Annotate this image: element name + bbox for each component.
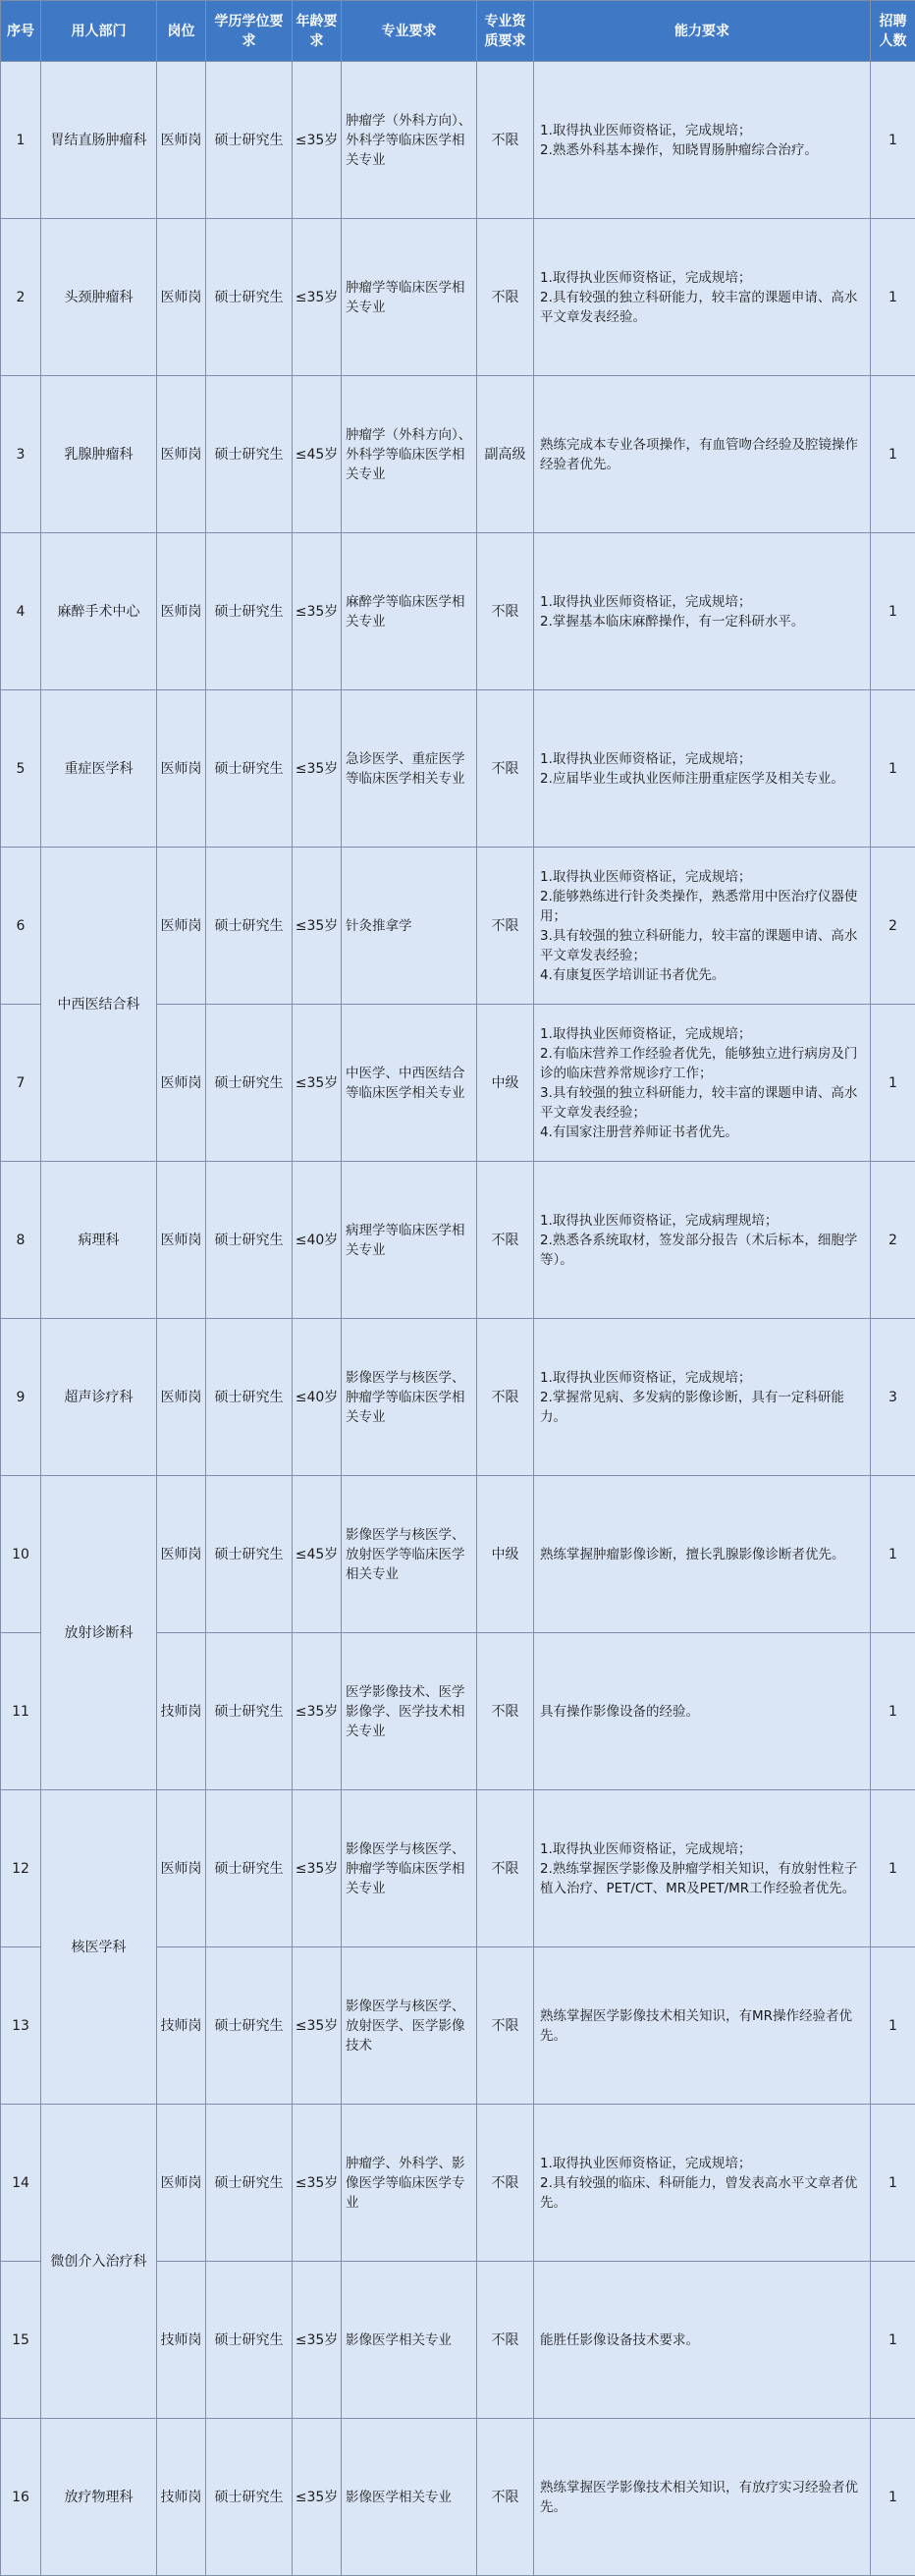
row-edu: 硕士研究生 — [206, 848, 293, 1005]
row-ability — [534, 1005, 871, 1162]
row-post: 医师岗 — [157, 1790, 206, 1947]
row-dept: 放射诊断科 — [41, 1476, 157, 1790]
row-count: 1 — [871, 2262, 915, 2419]
row-dept: 核医学科 — [41, 1790, 157, 2105]
ability-line: 2.掌握常见病、多发病的影像诊断，具有一定科研能力。 — [540, 1388, 864, 1427]
row-major: 中医学、中西医结合等临床医学相关专业 — [342, 1005, 477, 1162]
row-no: 1 — [1, 62, 41, 219]
row-major: 影像医学与核医学、肿瘤学等临床医学相关专业 — [342, 1790, 477, 1947]
row-ability — [534, 848, 871, 1005]
row-age: ≤35岁 — [293, 2262, 342, 2419]
row-ability — [534, 1476, 871, 1633]
table-row — [1, 219, 915, 376]
row-no: 3 — [1, 376, 41, 533]
ability-line: 2.具有较强的独立科研能力，较丰富的课题申请、高水平文章发表经验。 — [540, 288, 864, 327]
row-no: 12 — [1, 1790, 41, 1947]
row-title: 不限 — [477, 690, 534, 848]
row-age: ≤35岁 — [293, 2105, 342, 2262]
row-title: 不限 — [477, 2419, 534, 2576]
row-age: ≤40岁 — [293, 1319, 342, 1476]
row-no: 2 — [1, 219, 41, 376]
row-title: 不限 — [477, 1319, 534, 1476]
table-row — [1, 690, 915, 848]
row-title: 不限 — [477, 848, 534, 1005]
row-edu: 硕士研究生 — [206, 1790, 293, 1947]
row-age: ≤35岁 — [293, 1790, 342, 1947]
header-edu: 学历学位要求 — [206, 1, 293, 62]
row-ability — [534, 1947, 871, 2105]
row-age: ≤35岁 — [293, 219, 342, 376]
row-no: 5 — [1, 690, 41, 848]
row-major: 肿瘤学、外科学、影像医学等临床医学专业 — [342, 2105, 477, 2262]
row-major: 影像医学与核医学、放射医学等临床医学相关专业 — [342, 1476, 477, 1633]
ability-line: 1.取得执业医师资格证，完成规培； — [540, 1368, 864, 1388]
ability-line: 1.取得执业医师资格证，完成规培； — [540, 867, 864, 887]
table-row — [1, 1162, 915, 1319]
row-post: 技师岗 — [157, 1947, 206, 2105]
row-dept: 麻醉手术中心 — [41, 533, 157, 690]
ability-line: 1.取得执业医师资格证，完成规培； — [540, 268, 864, 288]
ability-line: 1.取得执业医师资格证，完成规培； — [540, 1024, 864, 1044]
row-count: 1 — [871, 219, 915, 376]
row-edu: 硕士研究生 — [206, 2262, 293, 2419]
row-major: 影像医学与核医学、肿瘤学等临床医学相关专业 — [342, 1319, 477, 1476]
row-ability — [534, 1162, 871, 1319]
row-no: 15 — [1, 2262, 41, 2419]
row-title: 中级 — [477, 1476, 534, 1633]
row-edu: 硕士研究生 — [206, 1005, 293, 1162]
row-ability — [534, 1633, 871, 1790]
row-title: 中级 — [477, 1005, 534, 1162]
row-edu: 硕士研究生 — [206, 376, 293, 533]
table-row — [1, 2105, 915, 2262]
row-post: 医师岗 — [157, 1162, 206, 1319]
row-edu: 硕士研究生 — [206, 1633, 293, 1790]
header-age: 年龄要求 — [293, 1, 342, 62]
ability-line: 2.能够熟练进行针灸类操作，熟悉常用中医治疗仪器使用； — [540, 887, 864, 926]
row-dept: 放疗物理科 — [41, 2419, 157, 2576]
header-row — [1, 1, 915, 62]
row-edu: 硕士研究生 — [206, 219, 293, 376]
ability-line: 具有操作影像设备的经验。 — [540, 1702, 864, 1722]
ability-line: 1.取得执业医师资格证，完成规培； — [540, 1839, 864, 1859]
row-count: 1 — [871, 1005, 915, 1162]
ability-line: 2.熟悉各系统取材，签发部分报告（术后标本，细胞学等）。 — [540, 1231, 864, 1270]
row-age: ≤35岁 — [293, 1005, 342, 1162]
row-ability — [534, 2262, 871, 2419]
table-row — [1, 1790, 915, 1947]
row-count: 1 — [871, 1947, 915, 2105]
row-post: 医师岗 — [157, 219, 206, 376]
row-major: 病理学等临床医学相关专业 — [342, 1162, 477, 1319]
header-title: 专业资质要求 — [477, 1, 534, 62]
row-title: 副高级 — [477, 376, 534, 533]
row-no: 13 — [1, 1947, 41, 2105]
row-age: ≤35岁 — [293, 1947, 342, 2105]
ability-line: 4.有康复医学培训证书者优先。 — [540, 965, 864, 985]
ability-line: 2.应届毕业生或执业医师注册重症医学及相关专业。 — [540, 769, 864, 789]
ability-line: 2.熟练掌握医学影像及肿瘤学相关知识，有放射性粒子植入治疗、PET/CT、MR及PET/MR工作经验者优先。 — [540, 1859, 864, 1898]
row-ability — [534, 1790, 871, 1947]
row-age: ≤35岁 — [293, 533, 342, 690]
header-count: 招聘人数 — [871, 1, 915, 62]
row-age: ≤35岁 — [293, 1633, 342, 1790]
row-no: 14 — [1, 2105, 41, 2262]
row-count: 1 — [871, 2419, 915, 2576]
ability-line: 1.取得执业医师资格证，完成规培； — [540, 2154, 864, 2173]
row-count: 1 — [871, 62, 915, 219]
row-age: ≤35岁 — [293, 690, 342, 848]
table-row — [1, 376, 915, 533]
row-major: 影像医学相关专业 — [342, 2419, 477, 2576]
row-count: 1 — [871, 1790, 915, 1947]
row-major: 麻醉学等临床医学相关专业 — [342, 533, 477, 690]
row-major: 影像医学与核医学、放射医学、医学影像技术 — [342, 1947, 477, 2105]
table-body — [1, 62, 915, 2576]
row-post: 医师岗 — [157, 2105, 206, 2262]
table-row — [1, 1319, 915, 1476]
row-title: 不限 — [477, 1790, 534, 1947]
row-no: 4 — [1, 533, 41, 690]
table-row — [1, 62, 915, 219]
row-count: 1 — [871, 533, 915, 690]
row-title: 不限 — [477, 1633, 534, 1790]
row-post: 医师岗 — [157, 62, 206, 219]
row-no: 9 — [1, 1319, 41, 1476]
row-no: 11 — [1, 1633, 41, 1790]
row-post: 医师岗 — [157, 376, 206, 533]
row-ability — [534, 2419, 871, 2576]
row-edu: 硕士研究生 — [206, 1162, 293, 1319]
row-edu: 硕士研究生 — [206, 2419, 293, 2576]
ability-line: 3.具有较强的独立科研能力，较丰富的课题申请、高水平文章发表经验； — [540, 1083, 864, 1123]
row-ability — [534, 2105, 871, 2262]
row-title: 不限 — [477, 219, 534, 376]
row-title: 不限 — [477, 2105, 534, 2262]
row-title: 不限 — [477, 2262, 534, 2419]
row-ability — [534, 690, 871, 848]
row-no: 10 — [1, 1476, 41, 1633]
row-post: 技师岗 — [157, 2419, 206, 2576]
row-post: 医师岗 — [157, 690, 206, 848]
table-row — [1, 1476, 915, 1633]
ability-line: 1.取得执业医师资格证，完成规培； — [540, 749, 864, 769]
row-ability — [534, 62, 871, 219]
ability-line: 熟练掌握肿瘤影像诊断，擅长乳腺影像诊断者优先。 — [540, 1545, 864, 1564]
row-no: 8 — [1, 1162, 41, 1319]
header-post: 岗位 — [157, 1, 206, 62]
row-no: 7 — [1, 1005, 41, 1162]
row-title: 不限 — [477, 533, 534, 690]
row-count: 2 — [871, 848, 915, 1005]
row-title: 不限 — [477, 62, 534, 219]
ability-line: 2.具有较强的临床、科研能力，曾发表高水平文章者优先。 — [540, 2173, 864, 2213]
row-post: 医师岗 — [157, 1476, 206, 1633]
row-edu: 硕士研究生 — [206, 533, 293, 690]
row-no: 16 — [1, 2419, 41, 2576]
row-ability — [534, 219, 871, 376]
row-age: ≤40岁 — [293, 1162, 342, 1319]
ability-line: 熟练完成本专业各项操作，有血管吻合经验及腔镜操作经验者优先。 — [540, 435, 864, 474]
row-count: 1 — [871, 2105, 915, 2262]
ability-line: 1.取得执业医师资格证，完成病理规培； — [540, 1211, 864, 1231]
row-edu: 硕士研究生 — [206, 62, 293, 219]
row-dept: 中西医结合科 — [41, 848, 157, 1162]
row-edu: 硕士研究生 — [206, 1476, 293, 1633]
row-no: 6 — [1, 848, 41, 1005]
row-major: 医学影像技术、医学影像学、医学技术相关专业 — [342, 1633, 477, 1790]
table-row — [1, 533, 915, 690]
table-row — [1, 2419, 915, 2576]
row-count: 3 — [871, 1319, 915, 1476]
header-dept: 用人部门 — [41, 1, 157, 62]
row-post: 技师岗 — [157, 2262, 206, 2419]
row-count: 1 — [871, 1476, 915, 1633]
row-major: 针灸推拿学 — [342, 848, 477, 1005]
table-row — [1, 848, 915, 1005]
ability-line: 1.取得执业医师资格证，完成规培； — [540, 592, 864, 612]
row-dept: 超声诊疗科 — [41, 1319, 157, 1476]
row-major: 影像医学相关专业 — [342, 2262, 477, 2419]
header-ability: 能力要求 — [534, 1, 871, 62]
ability-line: 熟练掌握医学影像技术相关知识，有MR操作经验者优先。 — [540, 2006, 864, 2046]
row-major: 肿瘤学等临床医学相关专业 — [342, 219, 477, 376]
ability-line: 能胜任影像设备技术要求。 — [540, 2330, 864, 2350]
row-ability — [534, 533, 871, 690]
ability-line: 2.掌握基本临床麻醉操作，有一定科研水平。 — [540, 612, 864, 631]
ability-line: 熟练掌握医学影像技术相关知识，有放疗实习经验者优先。 — [540, 2478, 864, 2517]
row-post: 医师岗 — [157, 848, 206, 1005]
row-edu: 硕士研究生 — [206, 1947, 293, 2105]
row-dept: 重症医学科 — [41, 690, 157, 848]
row-edu: 硕士研究生 — [206, 690, 293, 848]
ability-line: 2.熟悉外科基本操作，知晓胃肠肿瘤综合治疗。 — [540, 140, 864, 160]
row-major: 肿瘤学（外科方向）、外科学等临床医学相关专业 — [342, 376, 477, 533]
row-age: ≤35岁 — [293, 62, 342, 219]
ability-line: 4.有国家注册营养师证书者优先。 — [540, 1123, 864, 1142]
ability-line: 1.取得执业医师资格证，完成规培； — [540, 121, 864, 140]
header-no: 序号 — [1, 1, 41, 62]
row-count: 1 — [871, 376, 915, 533]
ability-line: 3.具有较强的独立科研能力，较丰富的课题申请、高水平文章发表经验； — [540, 926, 864, 965]
row-count: 2 — [871, 1162, 915, 1319]
row-post: 技师岗 — [157, 1633, 206, 1790]
row-dept: 微创介入治疗科 — [41, 2105, 157, 2419]
row-dept: 乳腺肿瘤科 — [41, 376, 157, 533]
row-major: 急诊医学、重症医学等临床医学相关专业 — [342, 690, 477, 848]
row-post: 医师岗 — [157, 533, 206, 690]
row-count: 1 — [871, 690, 915, 848]
ability-line: 2.有临床营养工作经验者优先，能够独立进行病房及门诊的临床营养常规诊疗工作； — [540, 1044, 864, 1083]
row-count: 1 — [871, 1633, 915, 1790]
row-dept: 胃结直肠肿瘤科 — [41, 62, 157, 219]
row-ability — [534, 376, 871, 533]
row-age: ≤35岁 — [293, 848, 342, 1005]
row-dept: 头颈肿瘤科 — [41, 219, 157, 376]
row-title: 不限 — [477, 1947, 534, 2105]
row-edu: 硕士研究生 — [206, 1319, 293, 1476]
row-title: 不限 — [477, 1162, 534, 1319]
row-dept: 病理科 — [41, 1162, 157, 1319]
row-ability — [534, 1319, 871, 1476]
row-post: 医师岗 — [157, 1005, 206, 1162]
row-age: ≤45岁 — [293, 376, 342, 533]
row-age: ≤35岁 — [293, 2419, 342, 2576]
row-major: 肿瘤学（外科方向）、外科学等临床医学相关专业 — [342, 62, 477, 219]
header-major: 专业要求 — [342, 1, 477, 62]
row-edu: 硕士研究生 — [206, 2105, 293, 2262]
row-age: ≤45岁 — [293, 1476, 342, 1633]
row-post: 医师岗 — [157, 1319, 206, 1476]
